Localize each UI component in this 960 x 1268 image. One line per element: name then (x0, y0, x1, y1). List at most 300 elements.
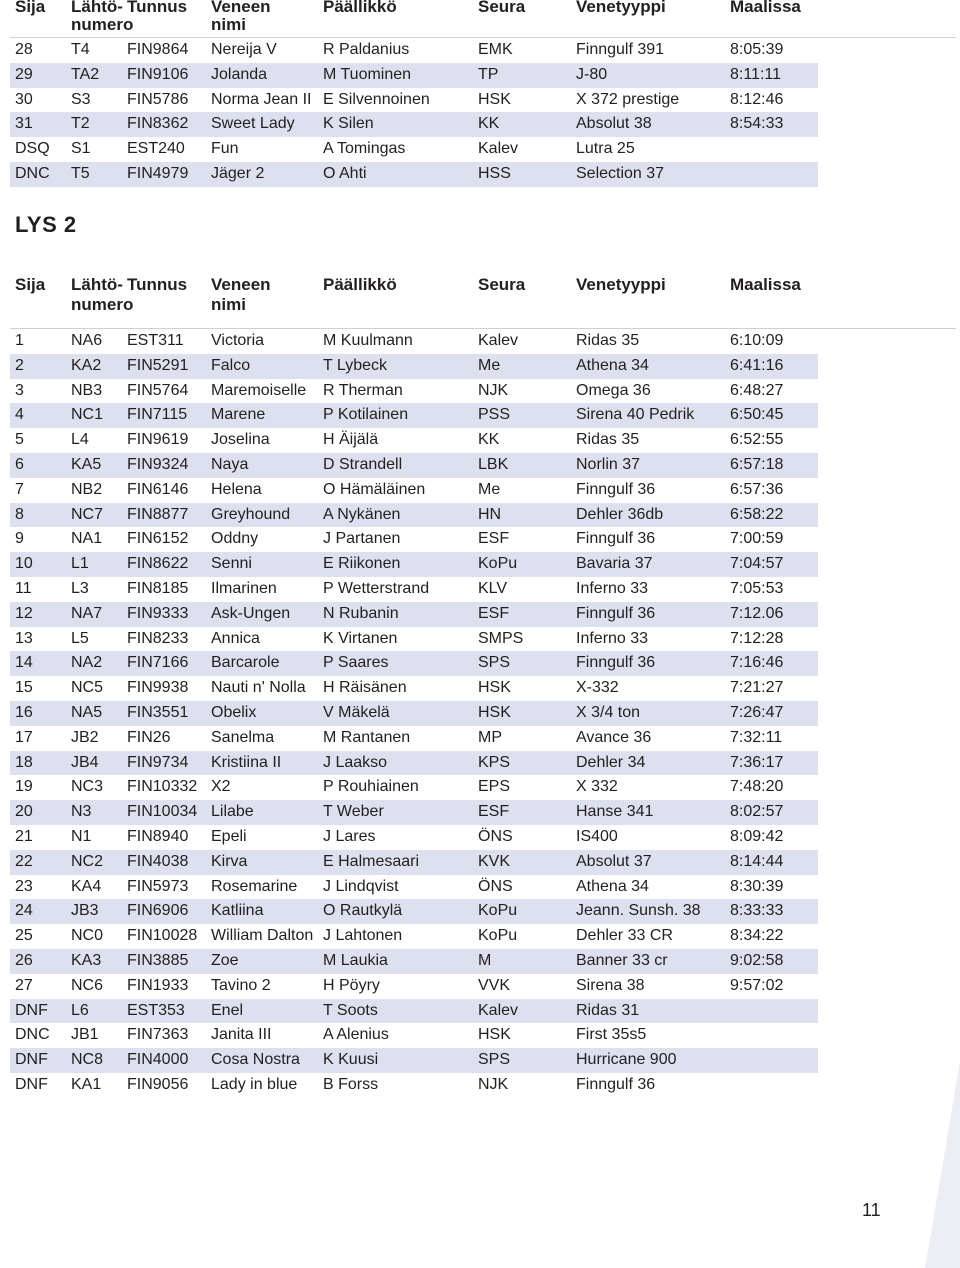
cell-veneen-nimi: Oddny (211, 530, 259, 548)
cell-tunnus: FIN8233 (127, 629, 189, 647)
results-table-1 (10, 0, 956, 187)
cell-seura: HSK (478, 90, 511, 108)
cell-seura: ESF (478, 803, 510, 821)
col-numero-header: numero (71, 15, 134, 34)
cell-maalissa: 9:02:58 (730, 951, 784, 969)
cell-venetyyppi: Finngulf 36 (576, 530, 656, 548)
cell-paallikko: R Paldanius (323, 41, 410, 58)
cell-paallikko: E Silvennoinen (323, 90, 430, 108)
cell-maalissa: 7:04:57 (730, 555, 784, 573)
cell-tunnus: FIN9938 (127, 679, 189, 697)
cell-lahtonumero: NC2 (71, 852, 104, 870)
cell-paallikko: H Räisänen (323, 679, 407, 697)
cell-lahtonumero: NC3 (71, 778, 104, 796)
cell-maalissa: 6:52:55 (730, 431, 784, 449)
cell-tunnus: FIN7363 (127, 1026, 189, 1044)
cell-veneen-nimi: Maremoiselle (211, 381, 307, 399)
cell-paallikko: A Alenius (323, 1026, 389, 1044)
cell-veneen-nimi: Joselina (211, 431, 270, 449)
table-row (10, 38, 818, 63)
cell-seura: HSK (478, 703, 511, 721)
cell-venetyyppi: X 332 (576, 778, 618, 796)
cell-paallikko: J Lindqvist (323, 877, 399, 895)
cell-lahtonumero: JB3 (71, 902, 99, 920)
cell-maalissa: 7:05:53 (730, 579, 784, 597)
cell-veneen-nimi: Tavino 2 (211, 976, 271, 994)
cell-venetyyppi: Lutra 25 (576, 140, 635, 158)
cell-venetyyppi: Inferno 33 (576, 579, 649, 597)
cell-tunnus: FIN4038 (127, 852, 189, 870)
cell-veneen-nimi: Janita III (211, 1026, 272, 1044)
cell-venetyyppi: Norlin 37 (576, 455, 641, 473)
cell-maalissa: 6:57:36 (730, 480, 784, 498)
table-row (10, 552, 818, 577)
col-venetyyppi-header: Venetyyppi (576, 275, 666, 294)
cell-veneen-nimi: Helena (211, 480, 262, 498)
col-paallikko-header: Päällikkö (323, 0, 397, 16)
cell-tunnus: FIN10034 (127, 803, 198, 821)
cell-maalissa: 8:54:33 (730, 115, 784, 133)
cell-veneen-nimi: X2 (211, 778, 231, 796)
cell-tunnus: FIN7115 (127, 406, 188, 424)
cell-maalissa: 7:12:28 (730, 629, 784, 647)
table-row (10, 428, 818, 453)
cell-lahtonumero: L1 (71, 555, 89, 573)
cell-veneen-nimi: Naya (211, 455, 249, 473)
cell-sija: 10 (15, 555, 33, 573)
cell-venetyyppi: Finngulf 36 (576, 1075, 656, 1093)
table-row (10, 577, 818, 602)
cell-paallikko: H Pöyry (323, 976, 380, 994)
cell-paallikko: J Partanen (323, 530, 401, 548)
col-sija-header: Sija (15, 0, 46, 16)
cell-seura: MP (478, 728, 502, 746)
cell-paallikko: A Nykänen (323, 505, 401, 523)
cell-lahtonumero: NB2 (71, 480, 103, 498)
cell-sija: 28 (15, 41, 33, 58)
cell-tunnus: EST353 (127, 1001, 185, 1019)
cell-sija: 1 (15, 332, 24, 349)
section-title: LYS 2 (15, 212, 77, 237)
cell-sija: 27 (15, 976, 33, 994)
cell-seura: NJK (478, 1075, 509, 1093)
cell-veneen-nimi: Sweet Lady (211, 115, 295, 133)
table-row (10, 949, 818, 974)
table-row (10, 775, 818, 800)
cell-paallikko: J Lares (323, 827, 376, 845)
cell-paallikko: M Laukia (323, 951, 388, 969)
cell-veneen-nimi: Obelix (211, 703, 257, 721)
cell-paallikko: K Kuusi (323, 1051, 379, 1069)
cell-maalissa: 8:02:57 (730, 803, 784, 821)
cell-venetyyppi: Selection 37 (576, 164, 665, 182)
cell-paallikko: P Rouhiainen (323, 778, 419, 796)
cell-tunnus: FIN8362 (127, 115, 189, 133)
cell-veneen-nimi: Enel (211, 1001, 244, 1019)
cell-sija: 13 (15, 629, 33, 647)
cell-sija: 30 (15, 90, 33, 108)
cell-lahtonumero: KA3 (71, 951, 102, 969)
cell-sija: DNC (15, 164, 50, 182)
cell-venetyyppi: Absolut 38 (576, 115, 652, 133)
cell-veneen-nimi: Jäger 2 (211, 164, 265, 182)
cell-tunnus: FIN9106 (127, 65, 189, 83)
cell-seura: Kalev (478, 332, 519, 349)
cell-venetyyppi: Banner 33 cr (576, 951, 668, 969)
cell-paallikko: T Soots (323, 1001, 378, 1019)
cell-tunnus: FIN3885 (127, 951, 189, 969)
cell-paallikko: H Äijälä (323, 431, 379, 449)
cell-paallikko: N Rubanin (323, 604, 399, 622)
cell-lahtonumero: NC1 (71, 406, 104, 424)
cell-tunnus: FIN6152 (127, 530, 189, 548)
cell-seura: NJK (478, 381, 509, 399)
cell-seura: ÖNS (478, 827, 513, 845)
cell-veneen-nimi: Rosemarine (211, 877, 298, 895)
table-body (10, 38, 956, 187)
cell-sija: 15 (15, 679, 33, 697)
cell-venetyyppi: Dehler 34 (576, 753, 646, 771)
cell-tunnus: FIN9056 (127, 1075, 189, 1093)
cell-seura: LBK (478, 455, 509, 473)
cell-seura: SMPS (478, 629, 524, 647)
table-row (10, 137, 818, 162)
cell-tunnus: FIN5764 (127, 381, 189, 399)
cell-paallikko: K Virtanen (323, 629, 398, 647)
cell-tunnus: FIN6906 (127, 902, 189, 920)
table-row (10, 627, 818, 652)
cell-venetyyppi: Sirena 38 (576, 976, 645, 994)
cell-tunnus: FIN5291 (127, 356, 189, 374)
cell-paallikko: P Wetterstrand (323, 579, 430, 597)
cell-tunnus: FIN9333 (127, 604, 189, 622)
cell-veneen-nimi: Ilmarinen (211, 579, 277, 597)
cell-venetyyppi: Finngulf 36 (576, 604, 656, 622)
cell-veneen-nimi: Fun (211, 140, 239, 158)
cell-maalissa: 6:58:22 (730, 505, 784, 523)
cell-tunnus: FIN5786 (127, 90, 189, 108)
table-body (10, 329, 956, 1098)
cell-maalissa: 8:05:39 (730, 41, 784, 58)
cell-venetyyppi: X 3/4 ton (576, 703, 641, 721)
cell-veneen-nimi: Nauti n' Nolla (211, 679, 306, 697)
cell-tunnus: FIN1933 (127, 976, 189, 994)
cell-veneen-nimi: Falco (211, 356, 251, 374)
table-row (10, 1073, 818, 1098)
table-row (10, 354, 818, 379)
cell-sija: 4 (15, 406, 24, 424)
cell-veneen-nimi: Katliina (211, 902, 264, 920)
table-row (10, 676, 818, 701)
cell-lahtonumero: S3 (71, 90, 91, 108)
cell-lahtonumero: NC6 (71, 976, 104, 994)
cell-maalissa: 7:21:27 (730, 679, 784, 697)
cell-veneen-nimi: Norma Jean II (211, 90, 312, 108)
cell-lahtonumero: NC5 (71, 679, 104, 697)
cell-lahtonumero: JB1 (71, 1026, 99, 1044)
table-row (10, 527, 818, 552)
cell-seura: KVK (478, 852, 511, 870)
cell-seura: EMK (478, 41, 513, 58)
cell-lahtonumero: JB2 (71, 728, 99, 746)
cell-paallikko: E Halmesaari (323, 852, 420, 870)
cell-sija: 12 (15, 604, 33, 622)
table-row (10, 379, 818, 404)
cell-paallikko: P Saares (323, 654, 389, 672)
cell-sija: 18 (15, 753, 33, 771)
col-lahto-header: Lähtö- (71, 275, 123, 294)
cell-sija: 20 (15, 803, 33, 821)
cell-venetyyppi: First 35s5 (576, 1026, 647, 1044)
table-row (10, 899, 818, 924)
table-row (10, 602, 818, 627)
cell-tunnus: FIN9864 (127, 41, 189, 58)
col-tunnus-header: Tunnus (127, 275, 188, 294)
cell-tunnus: EST311 (127, 332, 184, 349)
table-row (10, 800, 818, 825)
cell-sija: DNF (15, 1075, 48, 1093)
cell-sija: DNF (15, 1051, 48, 1069)
col-paallikko-header: Päällikkö (323, 275, 397, 294)
cell-venetyyppi: Ridas 35 (576, 332, 640, 349)
cell-sija: 3 (15, 381, 24, 399)
table-row (10, 999, 818, 1024)
cell-maalissa: 6:10:09 (730, 332, 784, 349)
cell-lahtonumero: S1 (71, 140, 91, 158)
table-header (10, 275, 956, 329)
col-veneen-header: Veneen (211, 0, 271, 16)
cell-lahtonumero: NA7 (71, 604, 103, 622)
cell-lahtonumero: KA1 (71, 1075, 102, 1093)
table-row (10, 701, 818, 726)
cell-maalissa: 8:14:44 (730, 852, 784, 870)
cell-veneen-nimi: Lilabe (211, 803, 254, 821)
cell-veneen-nimi: Marene (211, 406, 266, 424)
cell-sija: 6 (15, 455, 24, 473)
cell-veneen-nimi: Kirva (211, 852, 248, 870)
cell-lahtonumero: NA1 (71, 530, 103, 548)
cell-paallikko: B Forss (323, 1075, 379, 1093)
cell-tunnus: FIN4000 (127, 1051, 189, 1069)
cell-maalissa: 7:32:11 (730, 728, 783, 746)
table-row (10, 503, 818, 528)
cell-maalissa: 6:48:27 (730, 381, 784, 399)
cell-seura: Me (478, 356, 501, 374)
cell-tunnus: FIN10028 (127, 927, 198, 945)
cell-lahtonumero: T5 (71, 164, 90, 182)
table-row (10, 329, 818, 354)
col-sija-header: Sija (15, 275, 46, 294)
cell-seura: HSS (478, 164, 511, 182)
col-numero-header: numero (71, 295, 134, 314)
cell-sija: 22 (15, 852, 33, 870)
cell-lahtonumero: KA4 (71, 877, 102, 895)
col-maalissa-header: Maalissa (730, 0, 801, 16)
cell-veneen-nimi: Lady in blue (211, 1075, 298, 1093)
cell-lahtonumero: T4 (71, 41, 90, 58)
cell-lahtonumero: NB3 (71, 381, 103, 399)
cell-venetyyppi: Finngulf 36 (576, 480, 656, 498)
col-maalissa-header: Maalissa (730, 275, 801, 294)
cell-tunnus: FIN8877 (127, 505, 189, 523)
cell-maalissa: 8:09:42 (730, 827, 784, 845)
table-row (10, 924, 818, 949)
cell-seura: Kalev (478, 140, 519, 158)
cell-paallikko: J Lahtonen (323, 927, 403, 945)
cell-seura: KoPu (478, 555, 518, 573)
cell-maalissa: 6:57:18 (730, 455, 784, 473)
cell-maalissa: 6:41:16 (730, 356, 784, 374)
cell-venetyyppi: Avance 36 (576, 728, 652, 746)
cell-paallikko: O Rautkylä (323, 902, 403, 920)
table-row (10, 453, 818, 478)
cell-veneen-nimi: Ask-Ungen (211, 604, 291, 622)
cell-maalissa: 7:36:17 (730, 753, 784, 771)
table-header (10, 0, 956, 38)
cell-seura: KoPu (478, 902, 518, 920)
table-row (10, 825, 818, 850)
cell-lahtonumero: NC7 (71, 505, 104, 523)
cell-sija: 31 (15, 115, 33, 133)
cell-sija: 14 (15, 654, 33, 672)
cell-seura: ÖNS (478, 877, 513, 895)
cell-seura: KLV (478, 579, 508, 597)
cell-veneen-nimi: Jolanda (211, 65, 268, 83)
cell-venetyyppi: Ridas 35 (576, 431, 640, 449)
cell-sija: DNF (15, 1001, 48, 1019)
table-row (10, 88, 818, 113)
cell-venetyyppi: Athena 34 (576, 356, 649, 374)
cell-lahtonumero: TA2 (71, 65, 100, 83)
table-row (10, 875, 818, 900)
cell-venetyyppi: Jeann. Sunsh. 38 (576, 902, 701, 920)
cell-paallikko: M Tuominen (323, 65, 412, 83)
cell-seura: KK (478, 431, 500, 449)
cell-paallikko: V Mäkelä (323, 703, 390, 721)
cell-venetyyppi: Hurricane 900 (576, 1051, 677, 1069)
cell-venetyyppi: X-332 (576, 679, 619, 697)
table-row (10, 403, 818, 428)
col-lahto-header: Lähtö- (71, 0, 123, 16)
table-row (10, 162, 818, 187)
cell-venetyyppi: X 372 prestige (576, 90, 680, 108)
table-row (10, 651, 818, 676)
cell-paallikko: T Lybeck (323, 356, 388, 374)
cell-tunnus: FIN8622 (127, 555, 189, 573)
cell-lahtonumero: JB4 (71, 753, 99, 771)
cell-paallikko: R Therman (323, 381, 403, 399)
cell-venetyyppi: J-80 (576, 65, 608, 83)
cell-paallikko: D Strandell (323, 455, 403, 473)
cell-maalissa: 7:26:47 (730, 703, 784, 721)
cell-maalissa: 8:33:33 (730, 902, 784, 920)
table-row (10, 478, 818, 503)
cell-lahtonumero: L4 (71, 431, 89, 449)
cell-paallikko: P Kotilainen (323, 406, 409, 424)
cell-paallikko: M Kuulmann (323, 332, 413, 349)
cell-venetyyppi: Hanse 341 (576, 803, 654, 821)
cell-seura: ESF (478, 604, 510, 622)
cell-lahtonumero: KA5 (71, 455, 102, 473)
cell-tunnus: FIN9734 (127, 753, 189, 771)
cell-lahtonumero: NA2 (71, 654, 103, 672)
cell-maalissa: 8:30:39 (730, 877, 784, 895)
cell-sija: 5 (15, 431, 24, 449)
table-row (10, 726, 818, 751)
cell-maalissa: 7:48:20 (730, 778, 784, 796)
cell-veneen-nimi: Kristiina II (211, 753, 282, 771)
cell-sija: 25 (15, 927, 33, 945)
cell-seura: HSK (478, 1026, 511, 1044)
cell-lahtonumero: KA2 (71, 356, 102, 374)
cell-tunnus: FIN5973 (127, 877, 189, 895)
cell-veneen-nimi: Epeli (211, 827, 247, 845)
cell-seura: KK (478, 115, 500, 133)
cell-venetyyppi: Bavaria 37 (576, 555, 653, 573)
cell-paallikko: E Riikonen (323, 555, 401, 573)
col-venetyyppi-header: Venetyyppi (576, 0, 666, 16)
table-row (10, 850, 818, 875)
cell-venetyyppi: Absolut 37 (576, 852, 652, 870)
table-row (10, 1023, 818, 1048)
cell-paallikko: O Ahti (323, 164, 367, 182)
cell-venetyyppi: Sirena 40 Pedrik (576, 406, 695, 424)
cell-tunnus: FIN3551 (127, 703, 189, 721)
cell-lahtonumero: L3 (71, 579, 89, 597)
cell-sija: 16 (15, 703, 33, 721)
cell-maalissa: 9:57:02 (730, 976, 784, 994)
cell-tunnus: EST240 (127, 140, 185, 158)
cell-maalissa: 7:16:46 (730, 654, 784, 672)
cell-paallikko: T Weber (323, 803, 384, 821)
cell-sija: 29 (15, 65, 33, 83)
cell-seura: EPS (478, 778, 511, 796)
cell-seura: VVK (478, 976, 511, 994)
cell-tunnus: FIN10332 (127, 778, 198, 796)
cell-sija: 26 (15, 951, 33, 969)
cell-paallikko: O Hämäläinen (323, 480, 426, 498)
cell-paallikko: A Tomingas (323, 140, 406, 158)
cell-lahtonumero: N3 (71, 803, 92, 821)
cell-lahtonumero: L6 (71, 1001, 89, 1019)
cell-sija: 21 (15, 827, 33, 845)
cell-venetyyppi: Inferno 33 (576, 629, 649, 647)
cell-veneen-nimi: Greyhound (211, 505, 291, 523)
table-row (10, 112, 818, 137)
cell-lahtonumero: NA5 (71, 703, 103, 721)
cell-seura: ESF (478, 530, 510, 548)
cell-tunnus: FIN7166 (127, 654, 189, 672)
cell-seura: TP (478, 65, 499, 83)
cell-sija: 24 (15, 902, 33, 920)
cell-veneen-nimi: Senni (211, 555, 252, 573)
cell-veneen-nimi: Barcarole (211, 654, 280, 672)
results-table-2 (10, 275, 956, 1098)
cell-maalissa: 8:34:22 (730, 927, 784, 945)
cell-sija: 17 (15, 728, 33, 746)
cell-seura: KoPu (478, 927, 518, 945)
cell-lahtonumero: NC8 (71, 1051, 104, 1069)
cell-venetyyppi: Dehler 36db (576, 505, 664, 523)
cell-veneen-nimi: Annica (211, 629, 260, 647)
cell-sija: 7 (15, 480, 24, 498)
table-row (10, 751, 818, 776)
cell-paallikko: M Rantanen (323, 728, 411, 746)
cell-seura: HN (478, 505, 502, 523)
cell-seura: Kalev (478, 1001, 519, 1019)
cell-sija: 9 (15, 530, 24, 548)
cell-lahtonumero: T2 (71, 115, 90, 133)
